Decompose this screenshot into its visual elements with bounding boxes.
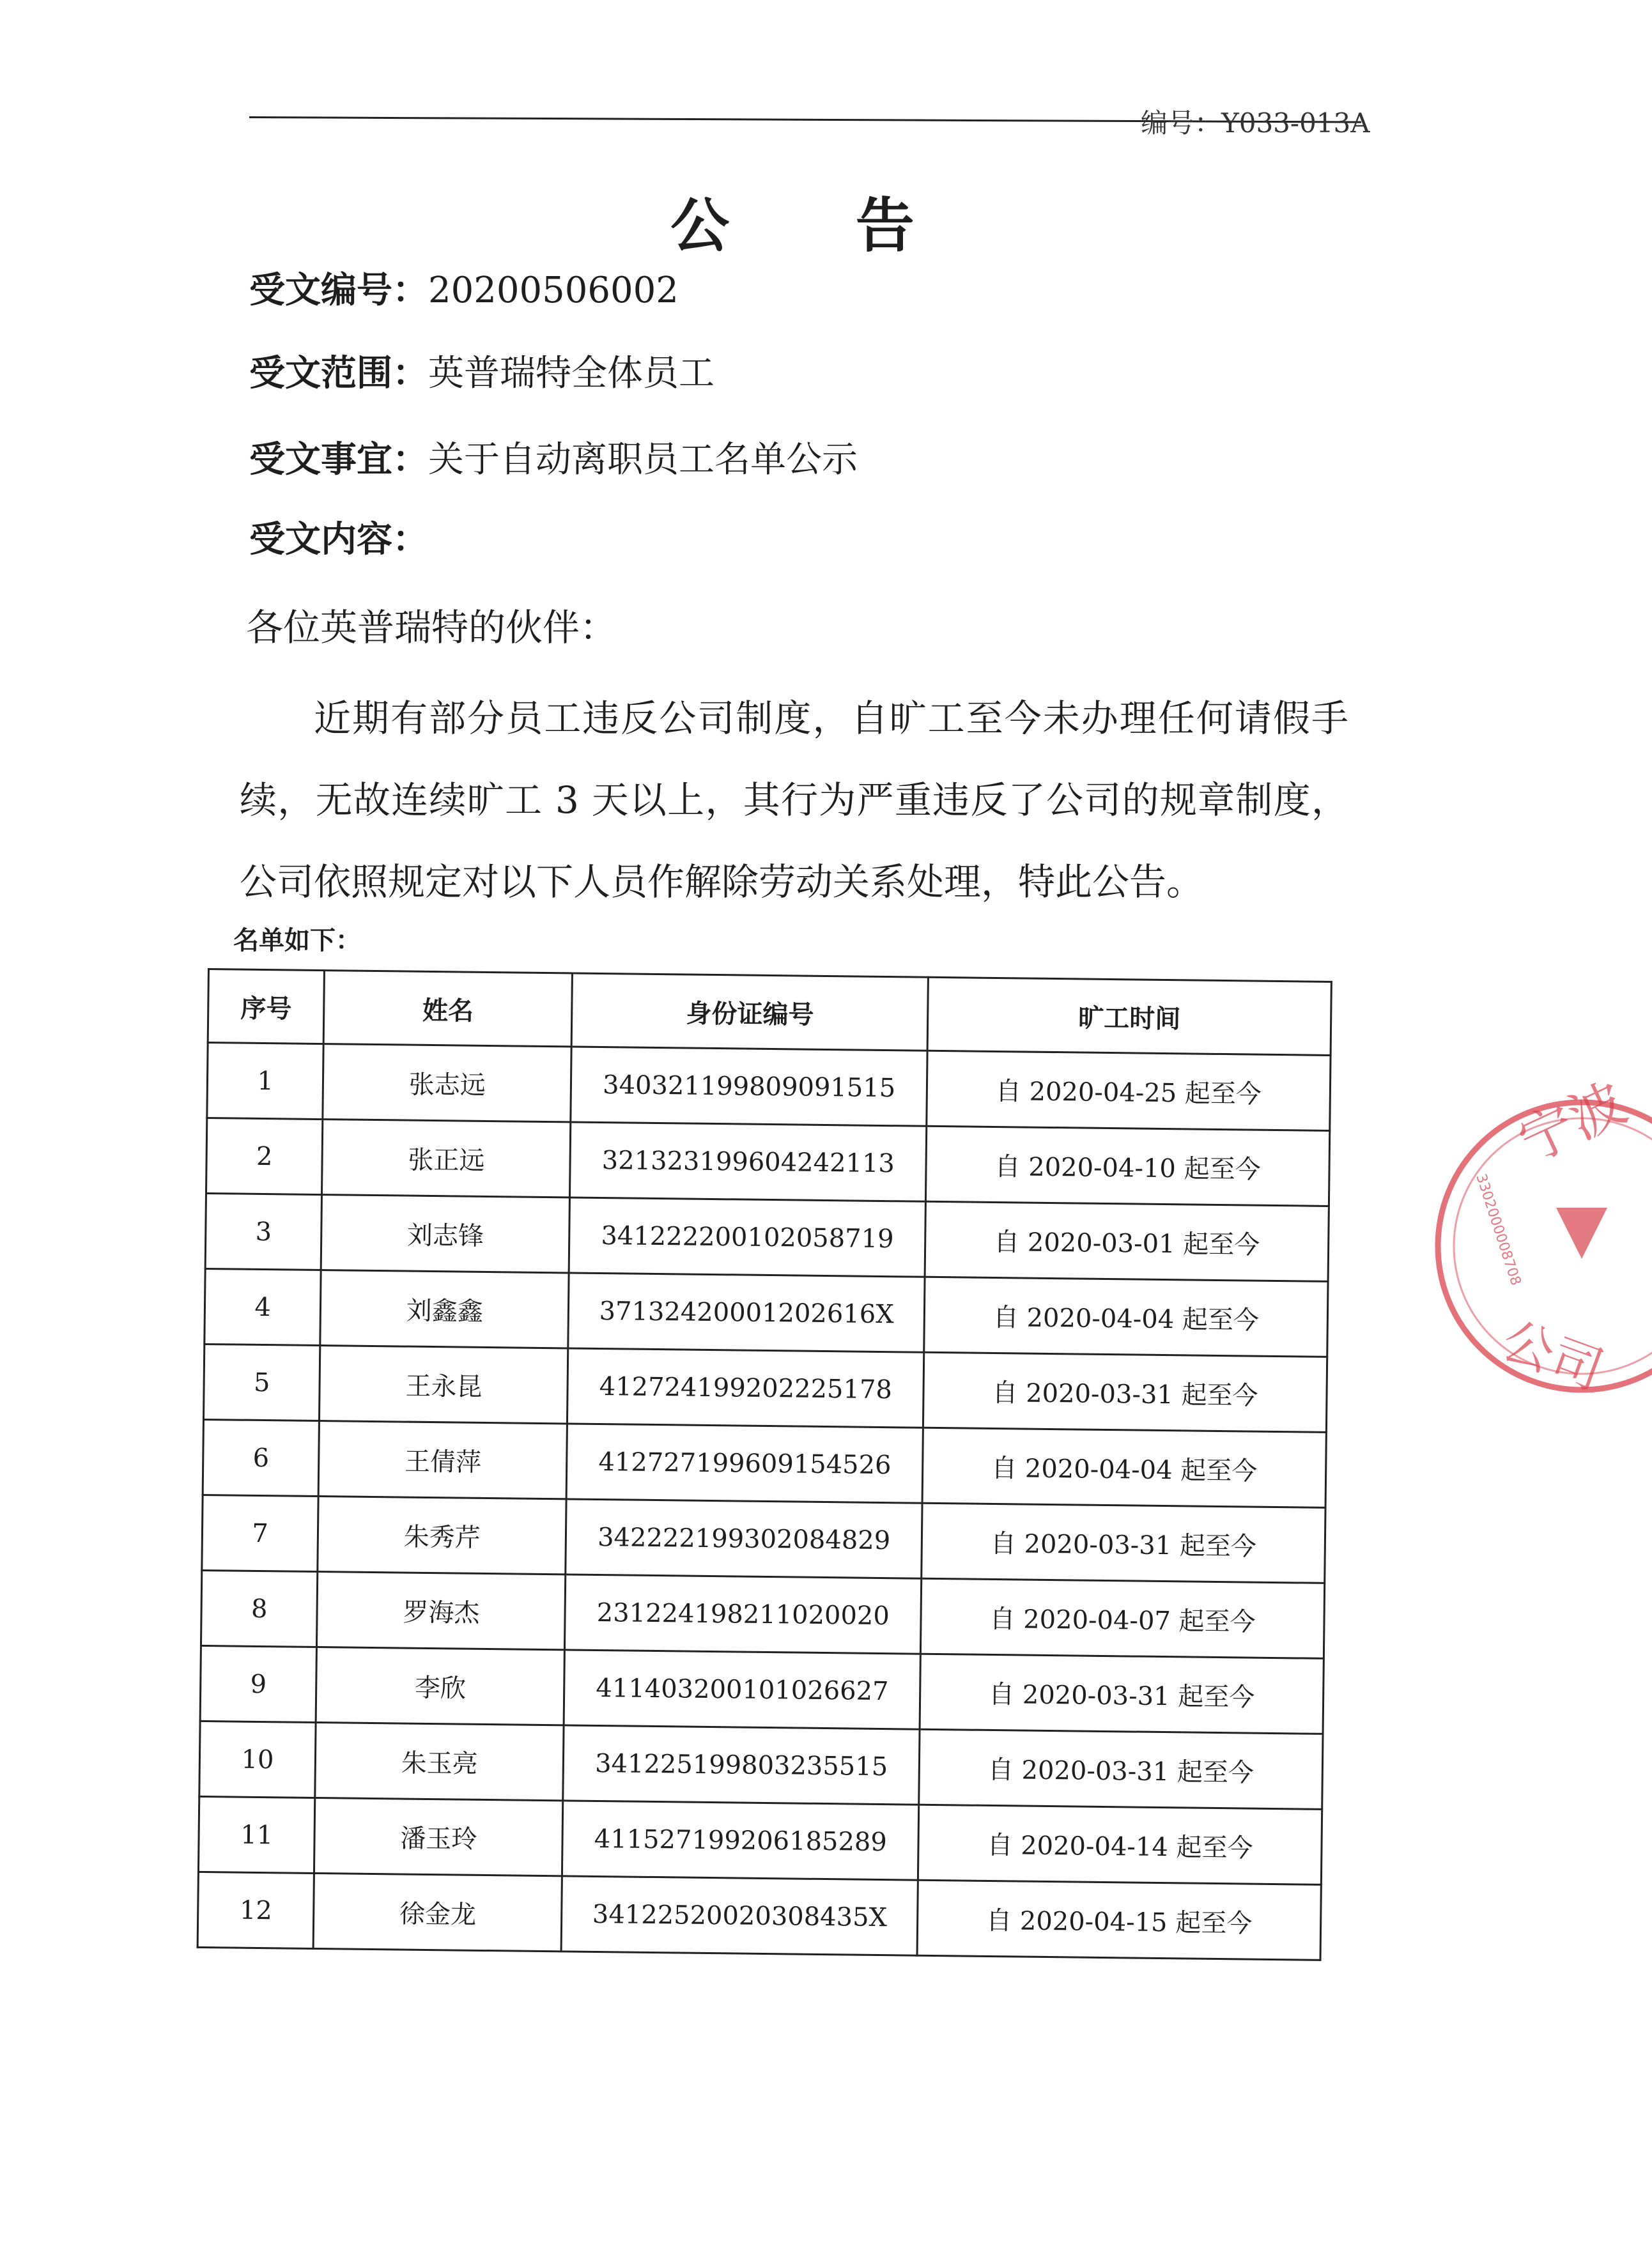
header-no: 序号 — [208, 969, 325, 1044]
cell-no: 5 — [203, 1344, 320, 1421]
cell-absence-time: 自 2020-03-31 起至今 — [923, 1352, 1327, 1432]
cell-no: 6 — [203, 1419, 320, 1496]
field-value: 英普瑞特全体员工 — [428, 353, 714, 394]
cell-id-number: 34122520020308435X — [561, 1876, 918, 1955]
cell-absence-time: 自 2020-03-01 起至今 — [925, 1201, 1329, 1281]
header-id-number: 身份证编号 — [572, 973, 929, 1051]
cell-absence-time: 自 2020-04-04 起至今 — [924, 1277, 1328, 1357]
cell-name: 朱玉亮 — [315, 1722, 564, 1800]
cell-no: 2 — [206, 1118, 323, 1195]
cell-absence-time: 自 2020-04-14 起至今 — [918, 1805, 1322, 1884]
field-scope — [249, 345, 714, 396]
cell-name: 罗海杰 — [317, 1572, 566, 1650]
stamp-text-top: 宁波 — [1509, 1070, 1636, 1176]
cell-absence-time: 自 2020-04-07 起至今 — [921, 1578, 1325, 1658]
employee-table — [197, 968, 1332, 1961]
table-row — [198, 1796, 1322, 1884]
cell-id-number: 412724199202225178 — [567, 1348, 924, 1428]
cell-id-number: 411403200101026627 — [564, 1650, 921, 1729]
table-row — [203, 1419, 1326, 1507]
cell-absence-time: 自 2020-04-15 起至今 — [917, 1880, 1321, 1960]
table-row — [197, 1872, 1321, 1960]
cell-name: 刘志锋 — [321, 1195, 570, 1273]
cell-absence-time: 自 2020-04-25 起至今 — [927, 1051, 1331, 1130]
cell-no: 1 — [207, 1043, 324, 1120]
list-heading: 名单如下： — [233, 926, 361, 955]
cell-absence-time: 自 2020-04-04 起至今 — [922, 1428, 1326, 1507]
cell-absence-time: 自 2020-03-31 起至今 — [920, 1654, 1324, 1734]
table-body — [197, 1043, 1331, 1960]
field-subject — [249, 431, 858, 482]
table-row — [200, 1645, 1324, 1734]
cell-no: 11 — [198, 1796, 315, 1873]
cell-name: 张志远 — [323, 1044, 572, 1122]
table-row — [205, 1193, 1329, 1281]
field-content — [249, 511, 428, 562]
employee-table-wrapper — [197, 968, 1332, 1961]
stamp-text-bottom: 公司 — [1494, 1310, 1611, 1401]
document-number: 编号：Y033-013A — [1141, 107, 1370, 139]
cell-id-number: 231224198211020020 — [565, 1575, 922, 1654]
cell-absence-time: 自 2020-03-31 起至今 — [919, 1729, 1323, 1809]
page-title: 公 告 — [670, 192, 968, 260]
cell-no: 3 — [205, 1193, 322, 1270]
cell-name: 李欣 — [316, 1647, 565, 1725]
cell-id-number: 411527199206185289 — [562, 1801, 919, 1880]
table-row — [199, 1721, 1323, 1809]
cell-name: 王倩萍 — [318, 1421, 567, 1499]
cell-name: 张正远 — [322, 1120, 571, 1198]
body-paragraph: 近期有部分员工违反公司制度，自旷工至今未办理任何请假手续，无故连续旷工 3 天以上，其行为严重违反了公司的规章制度，公司依照规定对以下人员作解除劳动关系处理，特此公告。 — [240, 697, 1348, 904]
cell-id-number: 340321199809091515 — [571, 1047, 927, 1126]
cell-id-number: 321323199604242113 — [570, 1122, 927, 1201]
table-row — [202, 1495, 1325, 1583]
field-label: 受文编号： — [249, 270, 428, 311]
table-row — [205, 1268, 1328, 1357]
field-label: 受文内容： — [249, 519, 428, 560]
table-header-row — [208, 969, 1331, 1056]
field-value: 20200506002 — [428, 270, 679, 311]
cell-absence-time: 自 2020-03-31 起至今 — [922, 1503, 1325, 1583]
cell-no: 7 — [202, 1495, 319, 1571]
header-name: 姓名 — [323, 971, 572, 1047]
cell-no: 9 — [200, 1645, 317, 1722]
field-label: 受文事宜： — [249, 439, 428, 481]
table-row — [203, 1344, 1327, 1432]
greeting: 各位英普瑞特的伙伴： — [246, 606, 617, 649]
table-row — [207, 1043, 1331, 1131]
cell-name: 朱秀芹 — [318, 1497, 567, 1575]
table-row — [201, 1570, 1324, 1658]
company-seal-stamp — [1422, 1070, 1652, 1412]
cell-absence-time: 自 2020-04-10 起至今 — [926, 1126, 1330, 1206]
cell-name: 王永昆 — [320, 1346, 569, 1424]
cell-no: 4 — [205, 1268, 321, 1345]
field-document-number — [249, 262, 679, 313]
table-row — [206, 1118, 1330, 1206]
cell-name: 刘鑫鑫 — [320, 1270, 569, 1348]
cell-no: 12 — [197, 1872, 314, 1948]
field-value: 关于自动离职员工名单公示 — [428, 439, 858, 481]
cell-id-number: 341225199803235515 — [563, 1725, 920, 1805]
cell-id-number: 341222200102058719 — [569, 1198, 926, 1277]
stamp-serial: 3302000008708 — [1472, 1172, 1524, 1288]
cell-no: 10 — [199, 1721, 316, 1798]
cell-no: 8 — [201, 1570, 318, 1647]
cell-name: 潘玉玲 — [314, 1798, 564, 1875]
cell-id-number: 37132420001202616X — [568, 1273, 925, 1352]
cell-name: 徐金龙 — [313, 1873, 562, 1951]
header-absence-time: 旷工时间 — [927, 977, 1331, 1055]
field-label: 受文范围： — [249, 353, 428, 394]
cell-id-number: 412727199609154526 — [567, 1424, 923, 1503]
cell-id-number: 342222199302084829 — [566, 1499, 922, 1578]
stamp-star-icon — [1556, 1208, 1607, 1259]
